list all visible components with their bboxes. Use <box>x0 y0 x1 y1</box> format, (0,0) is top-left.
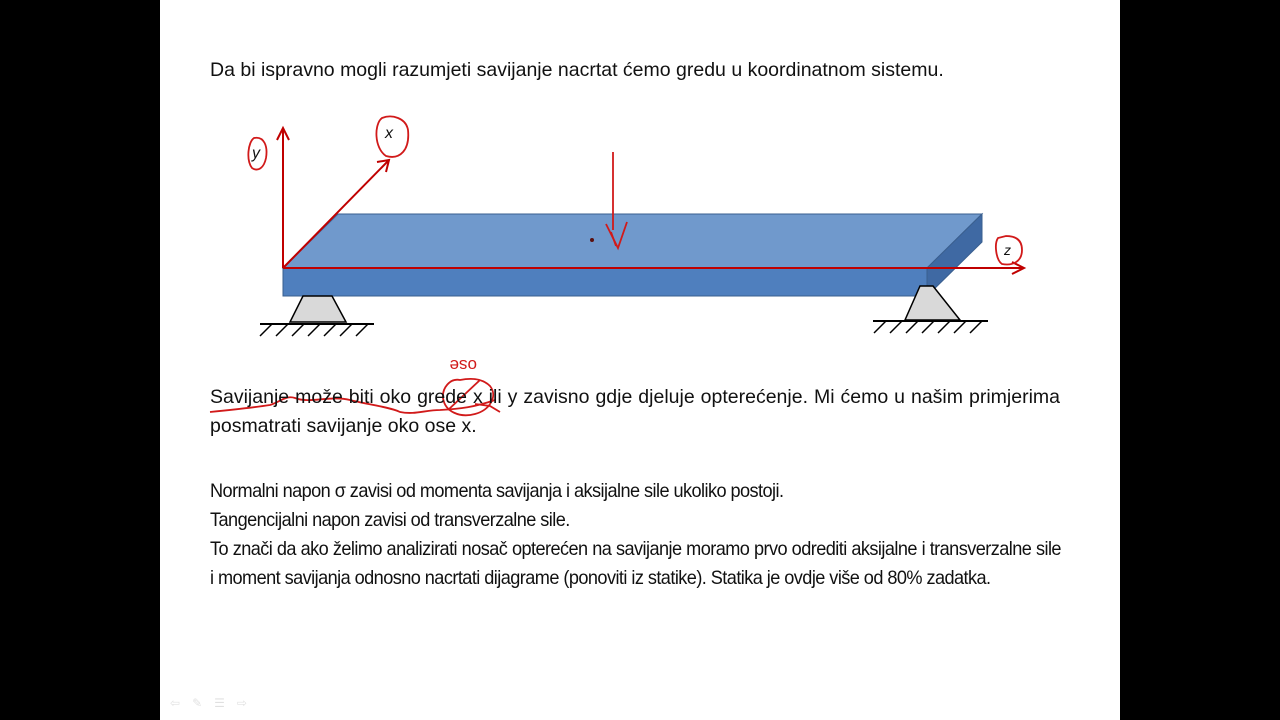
beam-diagram <box>160 0 1120 720</box>
stress-line-normal: Normalni napon σ zavisi od momenta savijanja i aksijalne sile ukoliko postoji. <box>210 480 784 502</box>
slideshow-toolbar <box>170 696 247 710</box>
svg-text:y: y <box>252 145 260 162</box>
svg-text:z: z <box>1004 242 1011 258</box>
handwritten-ose-text: ose <box>449 356 477 375</box>
slide <box>160 0 1120 720</box>
point-marker <box>590 238 594 242</box>
svg-text:x: x <box>385 125 393 142</box>
x-label-icon <box>376 117 408 157</box>
y-label-icon <box>248 138 266 170</box>
stress-line-tangential: Tangencijalni napon zavisi od transverzalne sile. <box>210 509 570 531</box>
previous-icon[interactable]: ⇦ <box>170 696 181 710</box>
z-label-icon <box>996 236 1022 264</box>
menu-icon[interactable]: ☰ <box>214 696 225 710</box>
stress-line-conclusion: To znači da ako želimo analizirati nosač opterećen na savijanje moramo prvo odrediti aksijalne i transverzalne sile i moment savijanja odnosno nacrtati dijagrame (ponoviti iz statike). Statika je ovdje više od 80% zadatka. <box>210 538 1061 589</box>
left-support-icon <box>260 296 374 336</box>
bending-paragraph: Savijanje može biti oko grede x ili y zavisno gdje djeluje opterećenje. Mi ćemo u našim primjerima posmatrati savijanje oko ose x. <box>210 386 1060 437</box>
stress-paragraph <box>210 477 1061 593</box>
next-icon[interactable]: ⇨ <box>236 696 247 710</box>
beam-top-face <box>283 214 982 268</box>
slide-heading-text: Da bi ispravno mogli razumjeti savijanje nacrtat ćemo gredu u koordinatnom sistemu. <box>210 59 944 81</box>
pen-icon[interactable]: ✎ <box>192 696 203 710</box>
beam-front-face <box>283 268 927 296</box>
